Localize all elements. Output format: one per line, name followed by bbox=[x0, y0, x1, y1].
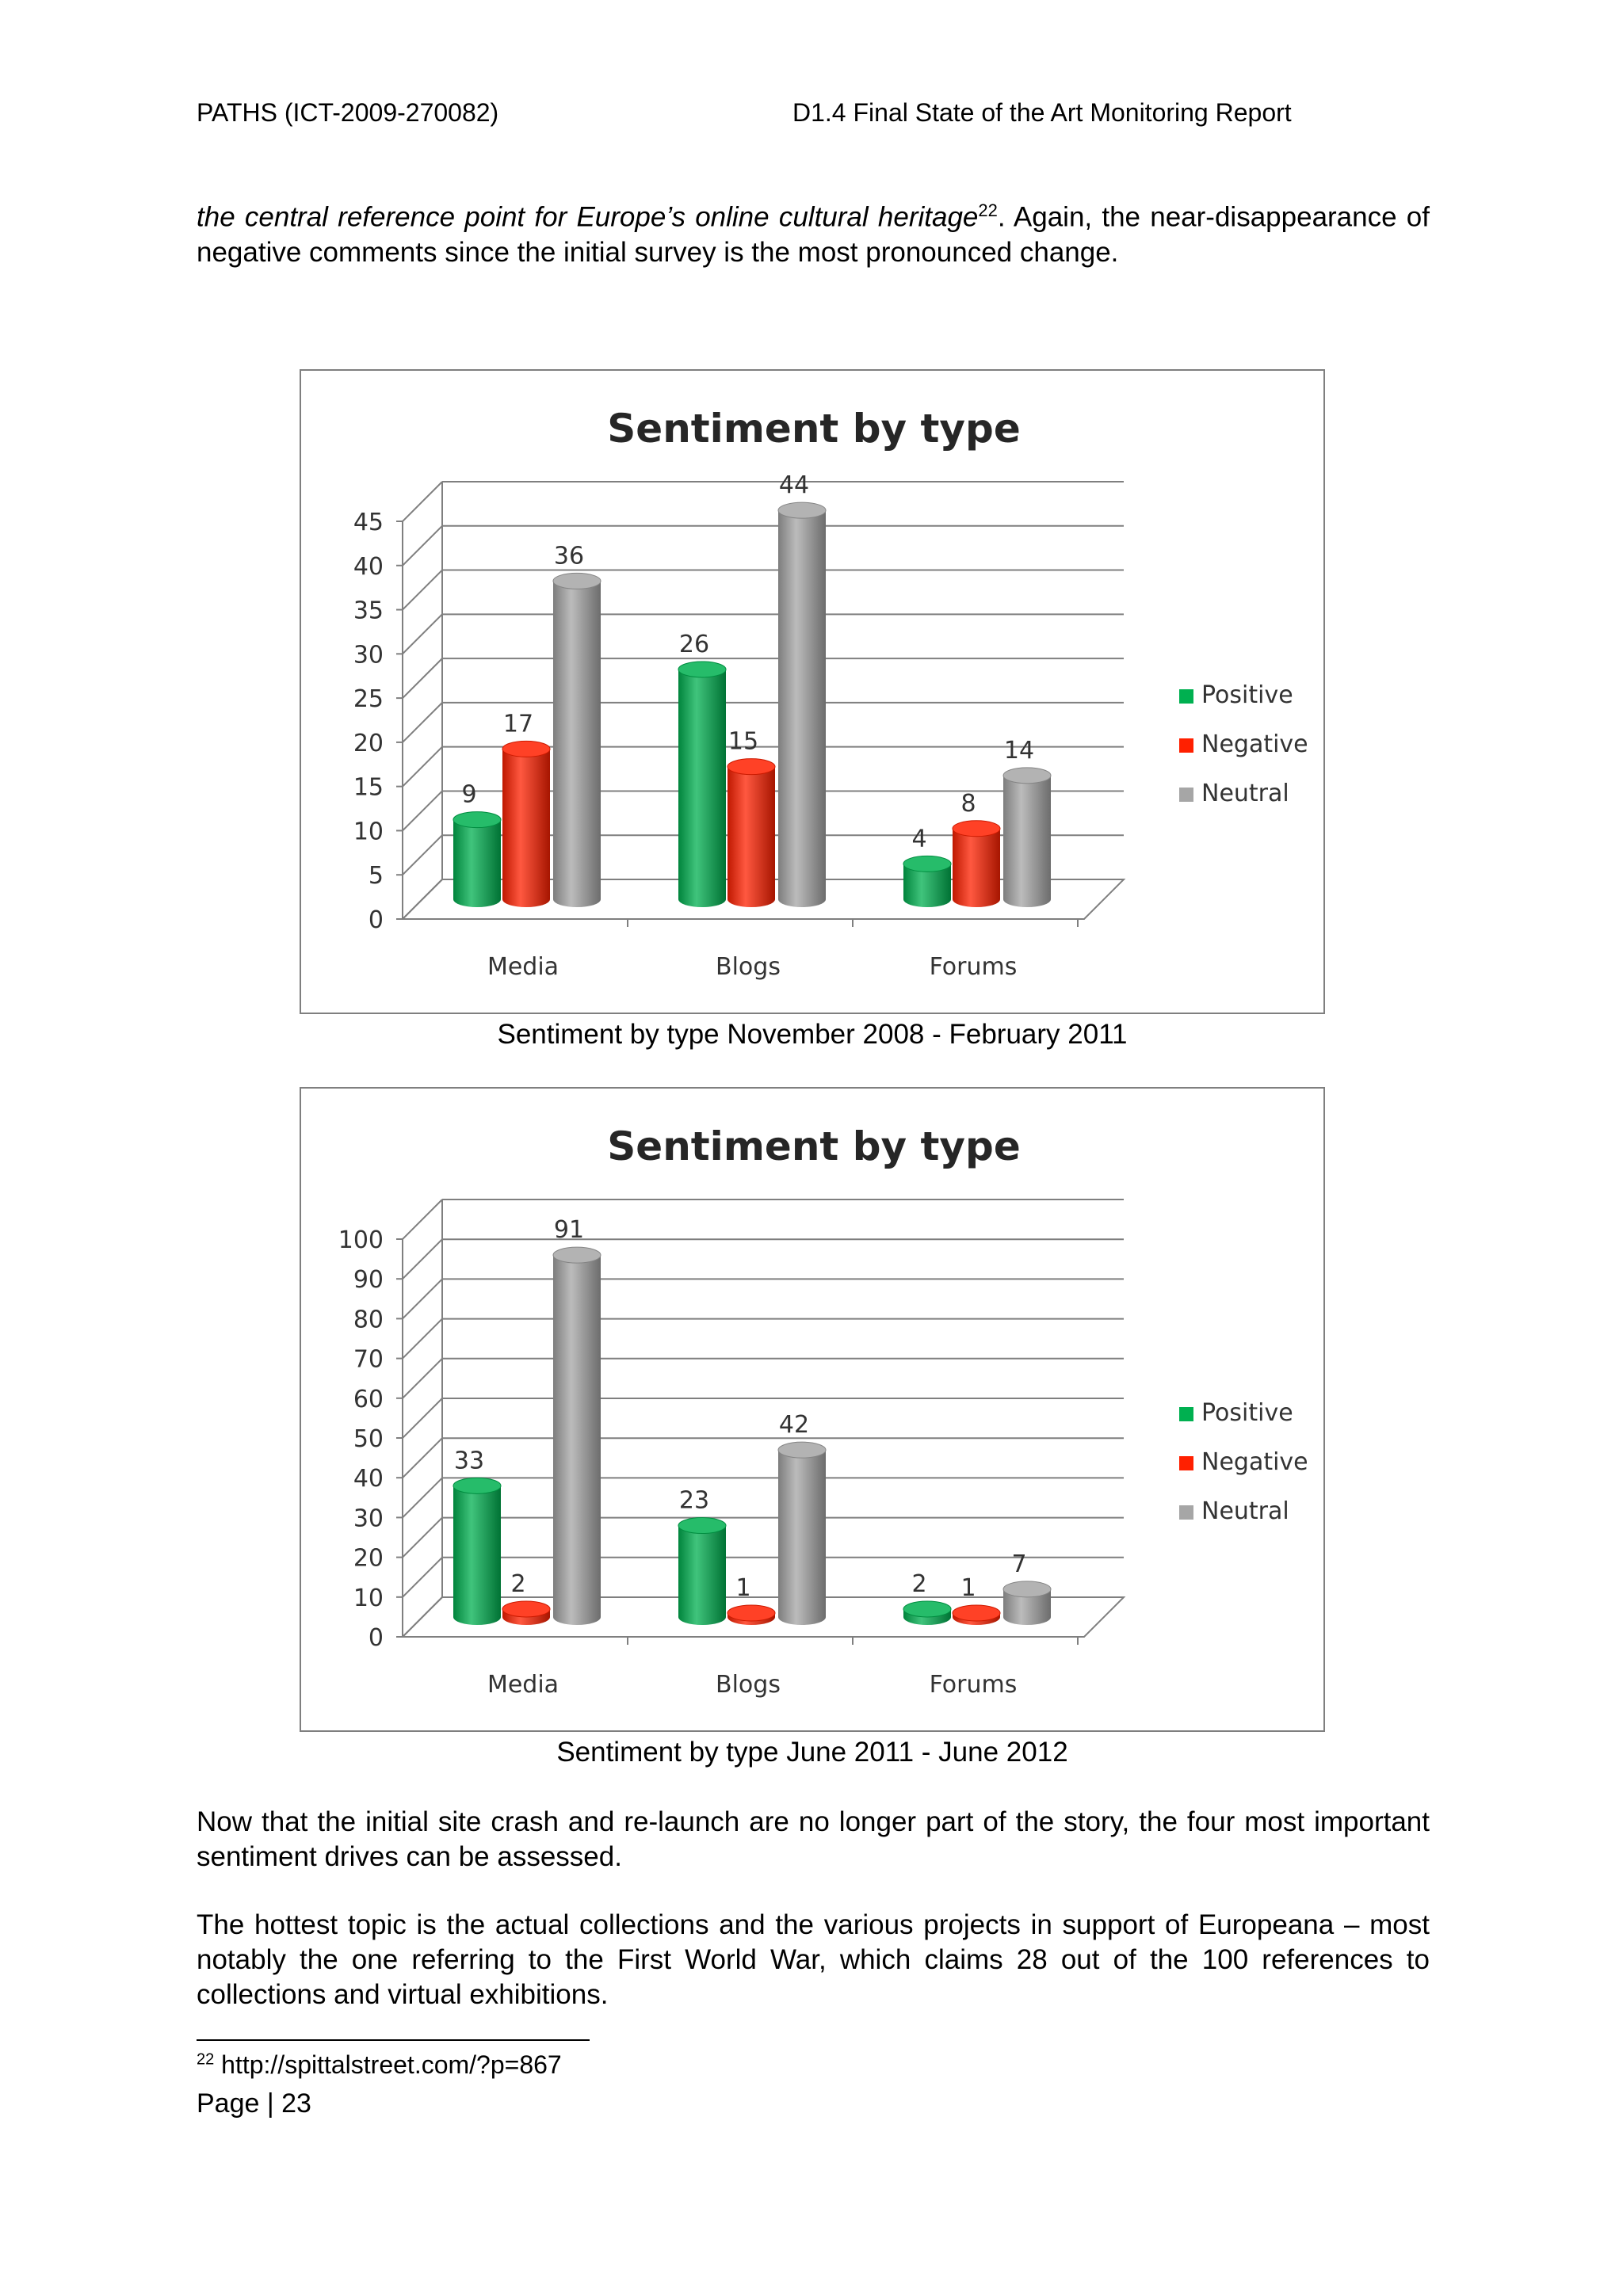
gridline-diagonal bbox=[403, 703, 442, 742]
bar-top-positive bbox=[453, 812, 501, 828]
data-label: 14 bbox=[1003, 736, 1035, 765]
data-label: 33 bbox=[453, 1447, 485, 1475]
bar-neutral-media bbox=[553, 573, 601, 907]
x-tick-label: Forums bbox=[929, 1671, 1018, 1699]
x-tick-label: Media bbox=[487, 953, 559, 981]
intro-italic: the central reference point for Europe’s online cultural heritage bbox=[197, 201, 979, 233]
bar-top-neutral bbox=[1003, 1581, 1051, 1597]
bar-negative-forums bbox=[953, 1605, 1000, 1625]
bar-neutral-blogs bbox=[778, 502, 826, 907]
bar-body-positive bbox=[453, 820, 501, 907]
bar-top-negative bbox=[727, 1605, 775, 1621]
chart-1-svg bbox=[301, 371, 1327, 1016]
x-tick-label: Blogs bbox=[716, 1671, 781, 1699]
chart-2-svg bbox=[301, 1089, 1327, 1733]
y-tick-label: 20 bbox=[353, 729, 384, 757]
gridline-diagonal bbox=[403, 614, 442, 654]
bar-top-neutral bbox=[1003, 768, 1051, 784]
y-tick-label: 100 bbox=[338, 1226, 384, 1254]
legend-swatch-neutral bbox=[1179, 788, 1193, 802]
data-label: 7 bbox=[1011, 1550, 1027, 1578]
legend-label-neutral: Neutral bbox=[1201, 1497, 1289, 1525]
bar-negative-blogs bbox=[727, 759, 775, 907]
data-label: 17 bbox=[502, 710, 534, 738]
bar-negative-media bbox=[502, 1601, 550, 1625]
bar-neutral-blogs bbox=[778, 1442, 826, 1625]
data-label: 44 bbox=[778, 471, 810, 500]
gridline-diagonal bbox=[403, 747, 442, 787]
bar-neutral-media bbox=[553, 1247, 601, 1625]
legend-label-positive: Positive bbox=[1201, 1399, 1293, 1427]
legend-swatch-neutral bbox=[1179, 1505, 1193, 1520]
bar-body-negative bbox=[953, 829, 1000, 907]
data-label: 2 bbox=[510, 1569, 526, 1598]
bar-positive-media bbox=[453, 1478, 501, 1625]
gridline-diagonal bbox=[403, 482, 442, 521]
chart-title: Sentiment by type bbox=[607, 406, 1021, 452]
bar-top-negative bbox=[953, 1605, 1000, 1621]
data-label: 15 bbox=[727, 727, 759, 756]
data-label: 2 bbox=[911, 1569, 927, 1598]
y-tick-label: 50 bbox=[353, 1425, 384, 1453]
gridline-diagonal bbox=[403, 570, 442, 610]
gridline-diagonal bbox=[403, 1319, 442, 1359]
y-tick-label: 90 bbox=[353, 1266, 384, 1295]
chart-2-caption: Sentiment by type June 2011 - June 2012 bbox=[556, 1737, 1068, 1768]
bar-top-negative bbox=[727, 759, 775, 775]
gridline-diagonal bbox=[403, 1199, 442, 1239]
chart-1-caption: Sentiment by type November 2008 - February 2011 bbox=[497, 1019, 1128, 1050]
header-right: D1.4 Final State of the Art Monitoring Report bbox=[792, 98, 1292, 127]
bar-body-neutral bbox=[778, 1450, 826, 1625]
gridline-diagonal bbox=[403, 1438, 442, 1478]
bar-positive-blogs bbox=[678, 662, 726, 907]
legend-label-positive: Positive bbox=[1201, 681, 1293, 709]
bar-body-neutral bbox=[778, 510, 826, 907]
legend-label-negative: Negative bbox=[1201, 730, 1308, 758]
bar-top-positive bbox=[903, 1601, 951, 1617]
chart-1 bbox=[300, 369, 1325, 1014]
bar-top-positive bbox=[678, 1518, 726, 1534]
y-tick-label: 10 bbox=[353, 818, 384, 846]
y-tick-label: 40 bbox=[353, 1465, 384, 1493]
data-label: 1 bbox=[960, 1573, 976, 1602]
bar-body-neutral bbox=[553, 1255, 601, 1625]
bar-body-neutral bbox=[1003, 776, 1051, 907]
legend-swatch-negative bbox=[1179, 738, 1193, 753]
bar-body-negative bbox=[727, 767, 775, 907]
footnote-rule bbox=[197, 2039, 590, 2041]
bar-top-neutral bbox=[553, 1247, 601, 1263]
gridline-diagonal bbox=[403, 1279, 442, 1318]
bar-negative-media bbox=[502, 741, 550, 907]
y-tick-label: 30 bbox=[353, 641, 384, 669]
bar-top-neutral bbox=[553, 573, 601, 589]
x-tick-label: Forums bbox=[929, 953, 1018, 981]
footnote-text[interactable]: http://spittalstreet.com/?p=867 bbox=[221, 2050, 562, 2079]
data-label: 26 bbox=[678, 630, 710, 658]
y-tick-label: 20 bbox=[353, 1544, 384, 1573]
data-label: 42 bbox=[778, 1411, 810, 1440]
legend-swatch-positive bbox=[1179, 689, 1193, 704]
bar-top-negative bbox=[502, 741, 550, 757]
y-tick-label: 0 bbox=[368, 906, 384, 934]
data-label: 9 bbox=[461, 780, 477, 809]
bar-top-neutral bbox=[778, 502, 826, 518]
gridline-diagonal bbox=[403, 1478, 442, 1517]
gridline-diagonal bbox=[403, 1398, 442, 1438]
bar-top-neutral bbox=[778, 1442, 826, 1458]
gridline-diagonal bbox=[403, 791, 442, 830]
gridline-diagonal bbox=[403, 526, 442, 566]
bar-negative-forums bbox=[953, 821, 1000, 907]
bar-positive-forums bbox=[903, 1601, 951, 1625]
data-label: 4 bbox=[911, 825, 927, 853]
data-label: 91 bbox=[553, 1216, 585, 1245]
intro-paragraph bbox=[197, 193, 1430, 270]
gridline-diagonal bbox=[403, 1239, 442, 1279]
bar-positive-forums bbox=[903, 856, 951, 907]
bar-body-positive bbox=[678, 669, 726, 907]
bar-body-negative bbox=[502, 749, 550, 907]
bar-top-positive bbox=[678, 662, 726, 677]
data-label: 23 bbox=[678, 1486, 710, 1515]
bar-top-negative bbox=[953, 821, 1000, 837]
page-number: Page | 23 bbox=[197, 2088, 311, 2119]
header-left: PATHS (ICT-2009-270082) bbox=[197, 98, 499, 127]
gridline-diagonal bbox=[403, 658, 442, 698]
intro-rest: . Again, the near-disappearance of negative comments since the initial survey is the most pronounced change. bbox=[197, 201, 1430, 268]
x-tick-label: Blogs bbox=[716, 953, 781, 981]
bar-positive-blogs bbox=[678, 1518, 726, 1625]
bar-body-neutral bbox=[553, 581, 601, 907]
legend-swatch-negative bbox=[1179, 1456, 1193, 1470]
bar-body-positive bbox=[678, 1526, 726, 1625]
footnote-number: 22 bbox=[197, 2050, 215, 2069]
bar-neutral-forums bbox=[1003, 768, 1051, 907]
bar-top-positive bbox=[453, 1478, 501, 1493]
y-tick-label: 60 bbox=[353, 1385, 384, 1413]
chart-title: Sentiment by type bbox=[607, 1123, 1021, 1169]
data-label: 8 bbox=[960, 789, 976, 818]
y-tick-label: 70 bbox=[353, 1345, 384, 1374]
chart-2 bbox=[300, 1087, 1325, 1732]
y-tick-label: 35 bbox=[353, 597, 384, 625]
footnote bbox=[197, 2050, 562, 2080]
bar-top-positive bbox=[903, 856, 951, 871]
bar-neutral-forums bbox=[1003, 1581, 1051, 1625]
body-paragraph-2: The hottest topic is the actual collections and the various projects in support of Europeana – most notably the one referring to the First World War, which claims 28 out of the 100 references to collections and virtual exhibitions. bbox=[197, 1909, 1430, 2010]
y-tick-label: 25 bbox=[353, 685, 384, 714]
data-label: 1 bbox=[735, 1573, 751, 1602]
bar-body-positive bbox=[453, 1486, 501, 1625]
y-tick-label: 15 bbox=[353, 773, 384, 802]
legend-label-negative: Negative bbox=[1201, 1448, 1308, 1476]
y-tick-label: 5 bbox=[368, 862, 384, 891]
y-tick-label: 40 bbox=[353, 552, 384, 581]
gridline-diagonal bbox=[403, 835, 442, 875]
legend-swatch-positive bbox=[1179, 1407, 1193, 1421]
footnote-ref: 22 bbox=[978, 200, 998, 220]
y-tick-label: 0 bbox=[368, 1624, 384, 1652]
y-tick-label: 30 bbox=[353, 1505, 384, 1533]
bar-positive-media bbox=[453, 812, 501, 907]
bar-negative-blogs bbox=[727, 1605, 775, 1625]
legend-label-neutral: Neutral bbox=[1201, 780, 1289, 807]
bar-top-negative bbox=[502, 1601, 550, 1617]
x-tick-label: Media bbox=[487, 1671, 559, 1699]
y-tick-label: 10 bbox=[353, 1584, 384, 1612]
y-tick-label: 45 bbox=[353, 509, 384, 536]
y-tick-label: 80 bbox=[353, 1306, 384, 1334]
gridline-diagonal bbox=[403, 1518, 442, 1558]
data-label: 36 bbox=[553, 542, 585, 570]
gridline-diagonal bbox=[403, 1558, 442, 1597]
body-paragraph-1: Now that the initial site crash and re-launch are no longer part of the story, the four most important sentiment drives can be assessed. bbox=[197, 1806, 1430, 1872]
gridline-diagonal bbox=[403, 1359, 442, 1398]
